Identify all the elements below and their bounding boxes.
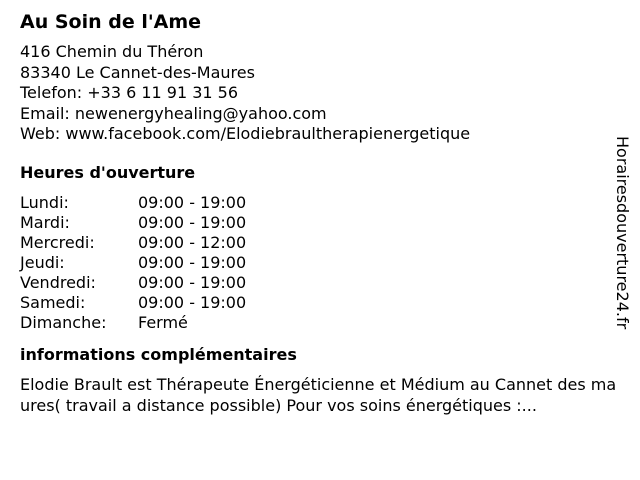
hours-row [20,253,620,273]
address-city: 83340 Le Cannet-des-Maures [20,62,255,82]
site-watermark: Horairesdouverture24.fr [613,136,632,330]
hours-row [20,193,620,213]
hours-day: Dimanche: [20,312,107,332]
hours-time: 09:00 - 19:00 [138,212,247,232]
hours-row [20,233,620,253]
hours-row [20,293,620,313]
hours-time: Fermé [138,312,188,332]
hours-time: 09:00 - 12:00 [138,232,247,252]
business-name: Au Soin de l'Ame [20,11,202,33]
hours-table [20,193,620,333]
web-line: Web: www.facebook.com/Elodiebraultherapienergetique [20,124,471,143]
hours-day: Lundi: [20,192,69,212]
hours-day: Mercredi: [20,232,95,252]
info-description: Elodie Brault est Thérapeute Énergéticienne et Médium au Cannet des maures( travail a distance possible) Pour vos soins énergétiques :... [20,374,617,415]
hours-time: 09:00 - 19:00 [138,272,247,292]
hours-day: Samedi: [20,292,86,312]
hours-row [20,273,620,293]
email-line: Email: newenergyhealing@yahoo.com [20,103,327,123]
info-heading: informations complémentaires [20,344,297,364]
hours-row [20,313,620,333]
hours-time: 09:00 - 19:00 [138,292,247,312]
hours-day: Jeudi: [20,252,65,272]
phone-line: Telefon: +33 6 11 91 31 56 [20,83,239,102]
hours-time: 09:00 - 19:00 [138,252,247,272]
hours-day: Mardi: [20,212,70,232]
address-street: 416 Chemin du Théron [20,42,204,61]
hours-time: 09:00 - 19:00 [138,192,247,212]
business-card [20,10,620,416]
hours-heading: Heures d'ouverture [20,162,196,182]
hours-row [20,213,620,233]
hours-day: Vendredi: [20,272,96,292]
